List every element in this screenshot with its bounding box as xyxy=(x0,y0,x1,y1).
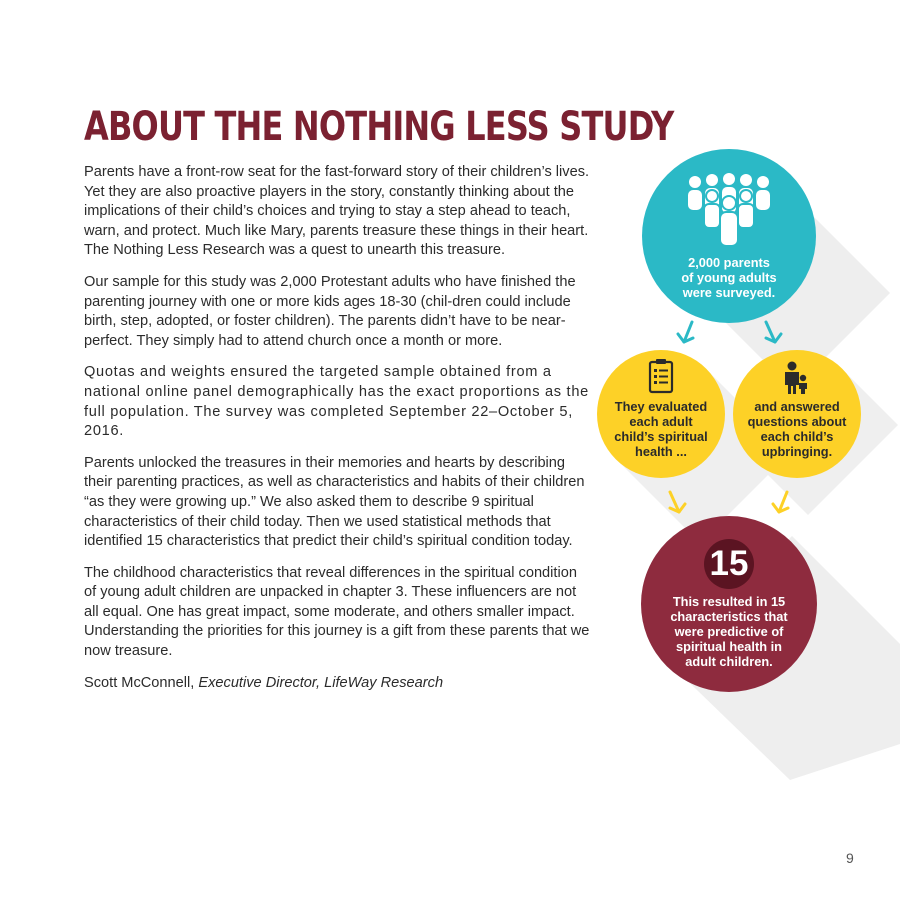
answered-line: each child’s xyxy=(760,429,834,444)
result-line: This resulted in 15 xyxy=(672,594,786,609)
surveyed-text xyxy=(659,255,799,300)
paragraph: Our sample for this study was 2,000 Protestant adults who have finished the parenting journey with one or more kids ages 18-30 (chil-dren could include birth, step, adopted, or foster children). The parents didn’t have to be near-perfect. They simply had to attend church once a month or more. xyxy=(84,273,576,349)
result-line: were predictive of xyxy=(674,624,784,639)
signature-name: Scott McConnell, xyxy=(84,674,199,691)
evaluated-line: They evaluated xyxy=(614,399,708,414)
evaluated-text xyxy=(601,399,721,459)
paragraph: Parents have a front-row seat for the fast-forward story of their children’s lives. Yet they are also proactive players in the story, constantly thinking about the implications of their child’s choices and trying to stay a step ahead to teach, warn, and protect. Much like Mary, parents treasure these things in their heart. The Nothing Less Research was a quest to unearth this treasure. xyxy=(84,164,590,259)
evaluated-line: each adult xyxy=(629,414,693,429)
surveyed-line: were surveyed. xyxy=(682,285,776,300)
paragraph: The childhood characteristics that reveal differences in the spiritual condition of young adult children are unpacked in chapter 3. These influencers are not all equal. One has great impact, some moderate, and others smaller impact. Understanding the priorities for this journey is a gift from these parents that we now treasure. xyxy=(84,564,590,660)
page-number: 9 xyxy=(846,850,854,866)
surveyed-line: of young adults xyxy=(681,270,777,285)
result-line: characteristics that xyxy=(670,609,788,624)
answered-line: and answered xyxy=(754,399,840,414)
answered-text xyxy=(737,399,857,459)
surveyed-line: 2,000 parents xyxy=(688,255,770,270)
result-line: spiritual health in xyxy=(676,639,782,654)
arrow-down-icon xyxy=(773,492,788,512)
paragraph: Parents unlocked the treasures in their memories and hearts by describing their parenting practices, as well as characteristics and habits of their children “as they were growing up.” We also asked them to describe 9 spiritual characteristics of their child today. Then we used statistical methods that identified 15 characteristics that predict their child’s spiritual condition today. xyxy=(84,454,585,550)
result-text xyxy=(654,594,804,669)
arrow-down-icon xyxy=(678,322,693,342)
paragraph: Quotas and weights ensured the targeted sample obtained from a national online panel demographically has the exact proportions as the full population. The survey was completed September 22–October 5, 2016. xyxy=(84,364,589,440)
answered-line: upbringing. xyxy=(761,444,833,459)
signature-role: Executive Director, LifeWay Research xyxy=(198,674,444,691)
answered-line: questions about xyxy=(747,414,847,429)
page-title: ABOUT THE NOTHING LESS STUDY xyxy=(84,104,674,150)
evaluated-line: health ... xyxy=(635,444,687,459)
result-number: 15 xyxy=(709,544,749,583)
evaluated-line: child’s spiritual xyxy=(614,429,708,444)
result-line: adult children. xyxy=(685,654,773,669)
